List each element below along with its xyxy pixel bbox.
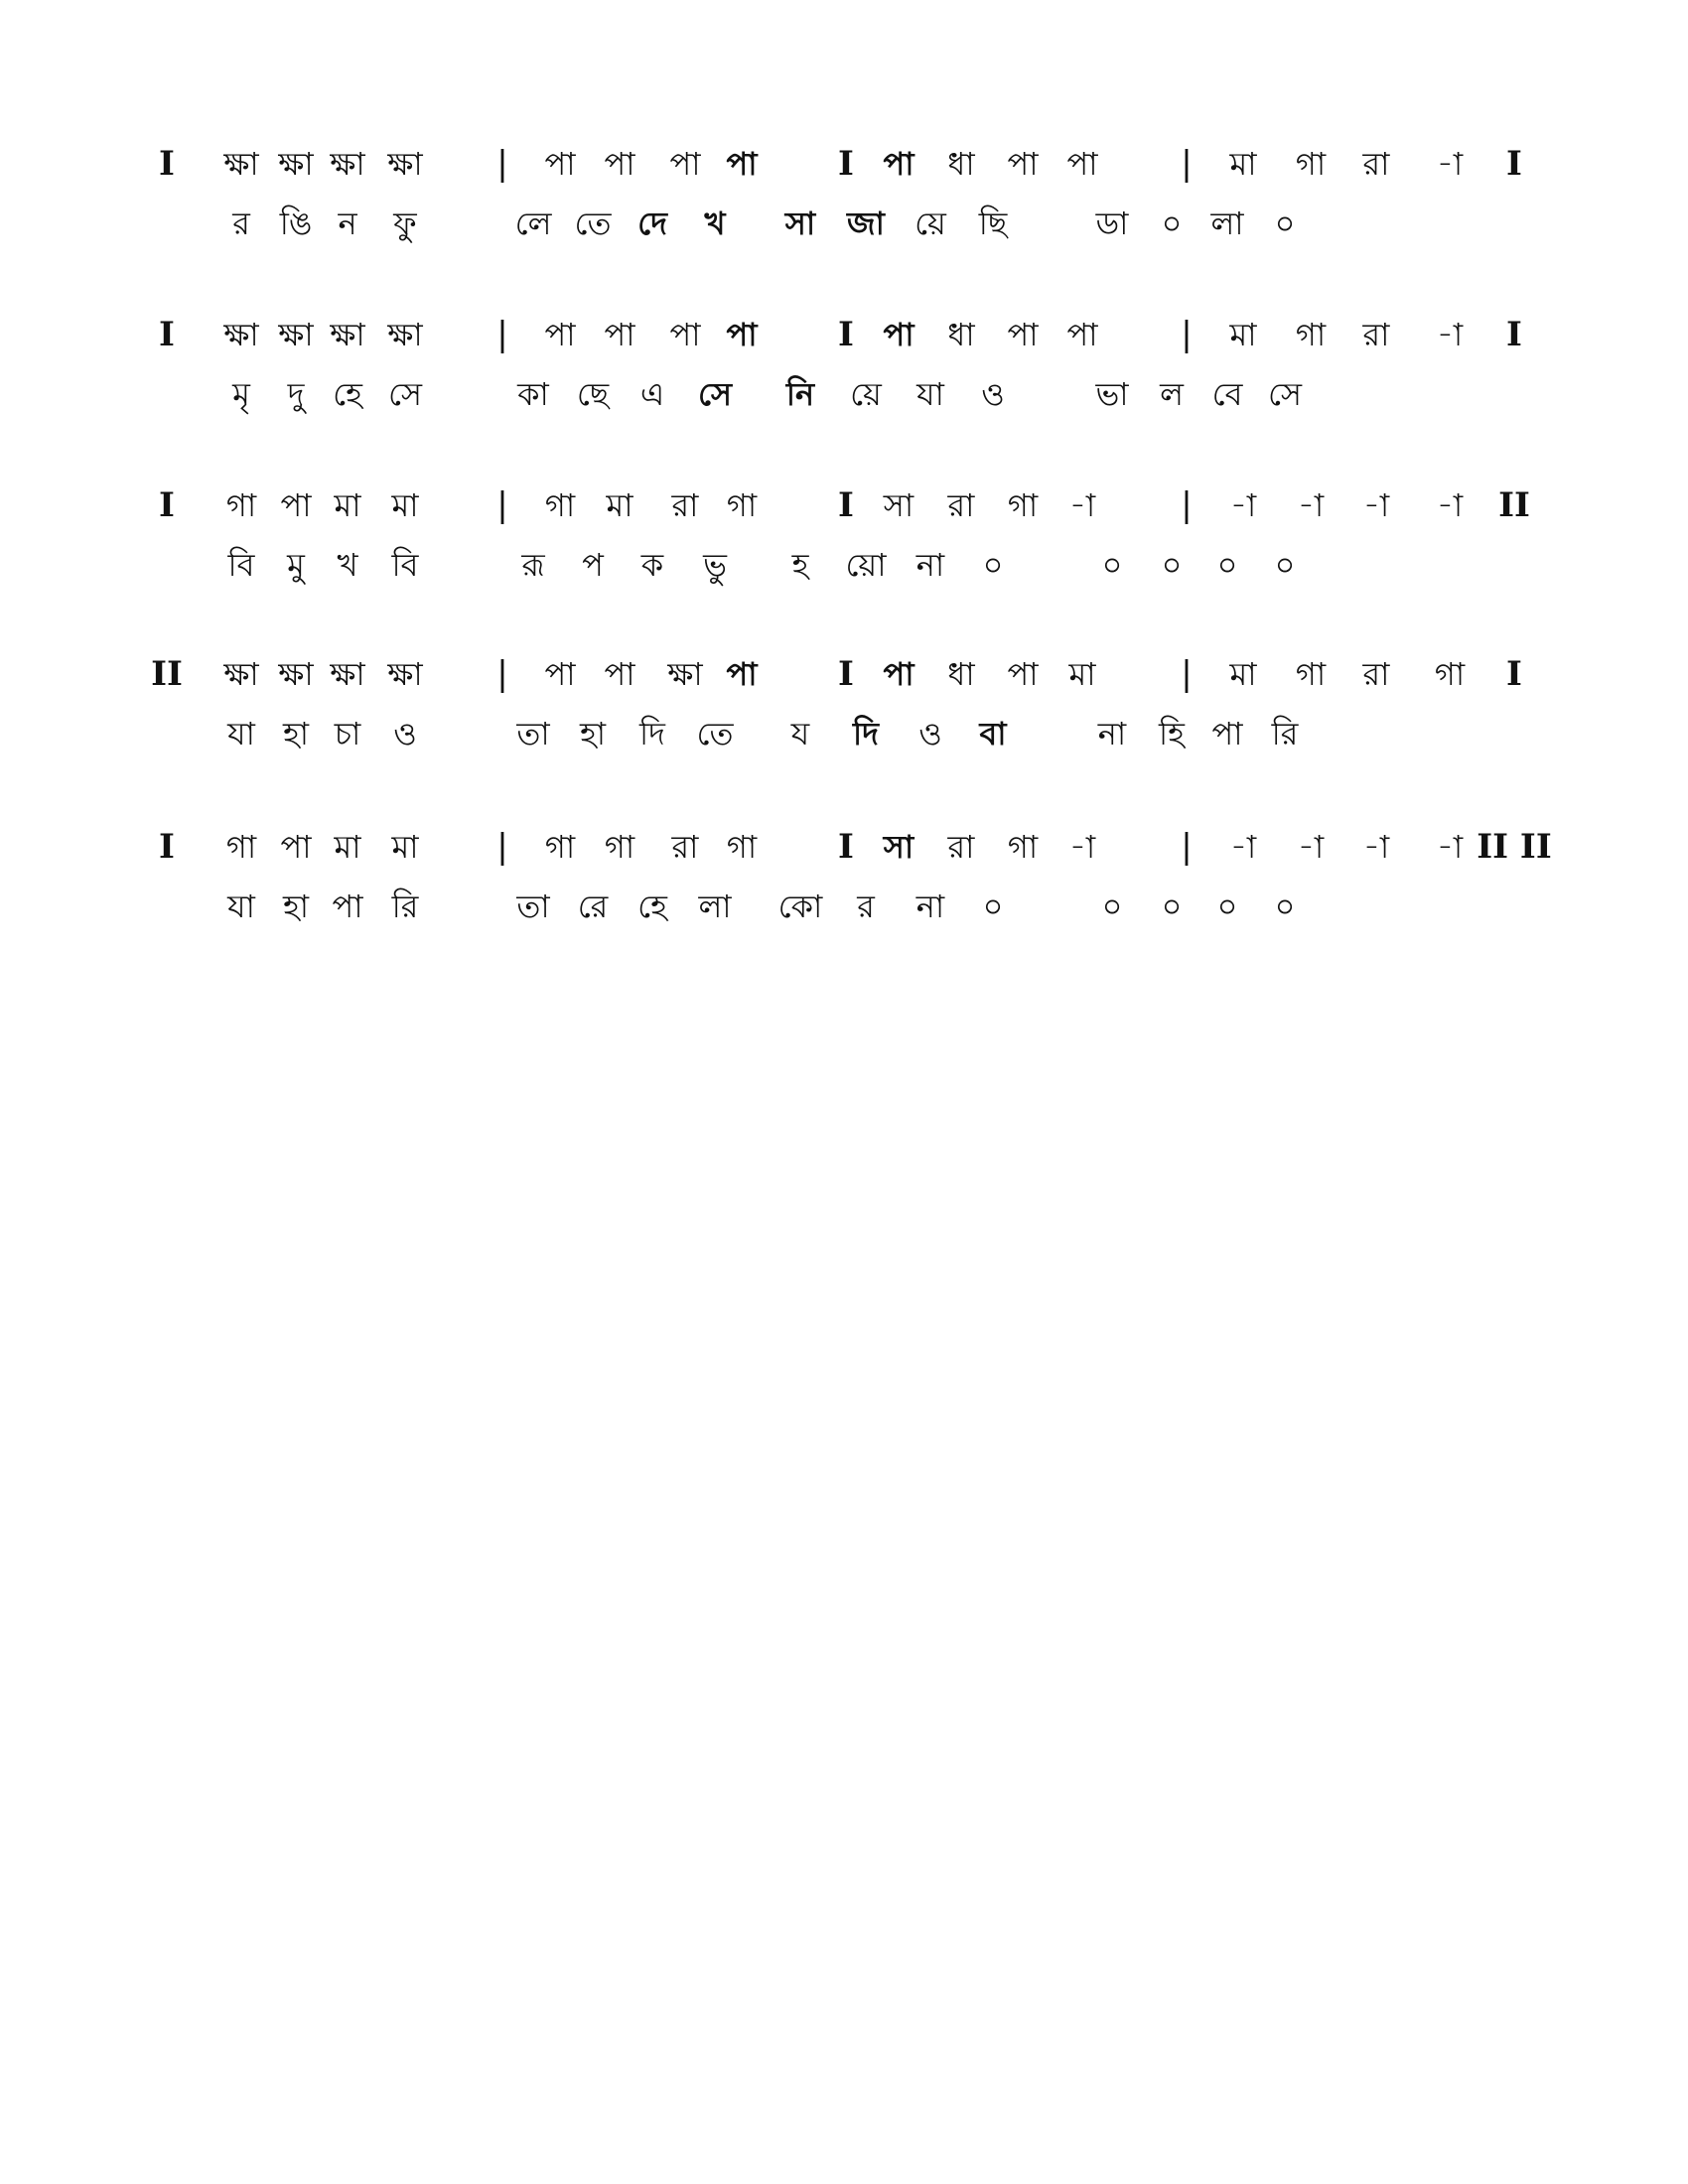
- bar-line: I: [159, 485, 175, 525]
- swara-note: ক্ষা: [278, 145, 314, 183]
- beat-divider: |: [496, 315, 508, 354]
- swara-note: পা: [280, 486, 312, 524]
- lyric-syllable: তে: [696, 715, 734, 752]
- bar-line: II: [151, 654, 183, 694]
- swara-note: পা: [280, 828, 312, 866]
- lyric-line: [0, 880, 1688, 933]
- swara-note: -া: [1436, 828, 1464, 866]
- swara-note: পা: [604, 145, 635, 183]
- swara-note: -া: [1229, 828, 1257, 866]
- lyric-syllable: মৃ: [232, 375, 250, 413]
- swara-note: পা: [1007, 655, 1039, 693]
- lyric-line: [0, 707, 1688, 760]
- lyric-syllable: সে: [387, 375, 423, 413]
- swara-note: রা: [671, 486, 699, 524]
- swara-note: পা: [1007, 145, 1039, 183]
- swara-note: -া: [1436, 145, 1464, 183]
- lyric-syllable: বা: [979, 715, 1007, 752]
- lyric-syllable: লা: [698, 887, 732, 925]
- lyric-syllable: ডা: [1095, 205, 1129, 242]
- swara-note: ক্ষা: [223, 145, 259, 183]
- lyric-syllable: ও: [981, 375, 1005, 413]
- swara-note: গা: [726, 828, 758, 866]
- rest-syllable: ০: [1216, 887, 1238, 925]
- swara-note: -া: [1229, 486, 1257, 524]
- swara-note: পা: [669, 316, 701, 353]
- swara-note: ক্ষা: [278, 655, 314, 693]
- lyric-syllable: কো: [777, 887, 823, 925]
- lyric-syllable: দি: [639, 715, 665, 752]
- swara-note: পা: [726, 316, 758, 353]
- swara-note: ধা: [947, 655, 975, 693]
- beat-divider: |: [496, 827, 508, 867]
- swara-note: ধা: [947, 145, 975, 183]
- rest-syllable: ০: [1274, 546, 1296, 584]
- swara-note: গা: [225, 486, 257, 524]
- lyric-line: [0, 538, 1688, 592]
- lyric-syllable: ফু: [393, 205, 417, 242]
- swara-note: পা: [604, 655, 635, 693]
- swara-note: পা: [544, 145, 576, 183]
- bar-line: I: [838, 654, 854, 694]
- swara-note: -া: [1297, 486, 1325, 524]
- lyric-syllable: দু: [287, 375, 305, 413]
- swara-note: গা: [225, 828, 257, 866]
- lyric-syllable: রে: [577, 887, 609, 925]
- swara-note: ক্ষা: [387, 316, 423, 353]
- lyric-syllable: ও: [393, 715, 417, 752]
- swara-note: সা: [883, 486, 914, 524]
- swara-note: রা: [1362, 316, 1390, 353]
- swara-note: ক্ষা: [278, 316, 314, 353]
- swara-note: গা: [1295, 655, 1327, 693]
- bar-line: I: [838, 485, 854, 525]
- swara-line: [0, 137, 1688, 191]
- lyric-syllable: মু: [287, 546, 305, 584]
- lyric-syllable: তা: [516, 887, 550, 925]
- swara-note: -া: [1362, 486, 1390, 524]
- lyric-syllable: পা: [332, 887, 363, 925]
- lyric-syllable: ভা: [1095, 375, 1129, 413]
- lyric-syllable: এ: [639, 375, 665, 413]
- beat-divider: |: [1181, 654, 1193, 694]
- swara-note: গা: [726, 486, 758, 524]
- bar-line: I: [1506, 144, 1522, 184]
- rest-syllable: ০: [1274, 887, 1296, 925]
- lyric-syllable: সে: [1267, 375, 1303, 413]
- swara-note: রা: [947, 486, 975, 524]
- swara-note: পা: [883, 145, 914, 183]
- swara-note: মা: [1068, 655, 1096, 693]
- swara-note: রা: [947, 828, 975, 866]
- swara-note: -া: [1068, 486, 1096, 524]
- rest-syllable: ০: [1216, 546, 1238, 584]
- swara-note: পা: [544, 655, 576, 693]
- swara-note: সা: [883, 828, 914, 866]
- swara-note: ক্ষা: [330, 145, 365, 183]
- lyric-syllable: ছি: [978, 205, 1008, 242]
- lyric-syllable: হে: [333, 375, 362, 413]
- lyric-syllable: দি: [853, 715, 879, 752]
- swara-note: ক্ষা: [330, 655, 365, 693]
- lyric-syllable: রি: [1271, 715, 1299, 752]
- swara-note: গা: [1434, 655, 1466, 693]
- beat-divider: |: [1181, 485, 1193, 525]
- lyric-syllable: হা: [282, 715, 310, 752]
- lyric-syllable: ন: [338, 205, 357, 242]
- lyric-syllable: লে: [514, 205, 552, 242]
- swara-line: [0, 478, 1688, 532]
- lyric-syllable: ও: [918, 715, 942, 752]
- lyric-syllable: যা: [227, 715, 255, 752]
- lyric-syllable: ভু: [703, 546, 727, 584]
- lyric-syllable: বে: [1211, 375, 1243, 413]
- swara-note: পা: [669, 145, 701, 183]
- swara-note: -া: [1068, 828, 1096, 866]
- bar-line: I: [159, 315, 175, 354]
- lyric-syllable: চা: [334, 715, 361, 752]
- rest-syllable: ০: [1101, 546, 1123, 584]
- swara-note: মা: [334, 828, 361, 866]
- lyric-syllable: হে: [637, 887, 667, 925]
- swara-note: মা: [1229, 655, 1257, 693]
- rest-syllable: ০: [982, 887, 1004, 925]
- bar-line: I: [1506, 315, 1522, 354]
- swara-note: গা: [1295, 145, 1327, 183]
- bar-line: I: [159, 827, 175, 867]
- swara-note: ক্ষা: [387, 655, 423, 693]
- swara-note: মা: [391, 486, 419, 524]
- beat-divider: |: [496, 654, 508, 694]
- swara-note: ক্ষা: [330, 316, 365, 353]
- lyric-syllable: সে: [697, 375, 733, 413]
- lyric-syllable: প: [582, 546, 604, 584]
- swara-note: ধা: [947, 316, 975, 353]
- swara-note: পা: [1007, 316, 1039, 353]
- swara-line: [0, 308, 1688, 361]
- swara-note: ক্ষা: [223, 655, 259, 693]
- swara-note: -া: [1362, 828, 1390, 866]
- swara-note: পা: [726, 655, 758, 693]
- swara-note: মা: [1229, 145, 1257, 183]
- swara-note: পা: [1066, 145, 1098, 183]
- lyric-syllable: কা: [517, 375, 549, 413]
- lyric-syllable: রূ: [521, 546, 545, 584]
- lyric-syllable: তে: [574, 205, 612, 242]
- lyric-syllable: হ: [791, 546, 809, 584]
- swara-note: গা: [1007, 828, 1039, 866]
- bar-line: I: [159, 144, 175, 184]
- lyric-syllable: রি: [391, 887, 419, 925]
- swara-note: ক্ষা: [667, 655, 703, 693]
- swara-note: গা: [604, 828, 635, 866]
- lyric-syllable: ল: [1160, 375, 1184, 413]
- swara-line: [0, 820, 1688, 874]
- swara-note: ক্ষা: [223, 316, 259, 353]
- swara-note: গা: [1007, 486, 1039, 524]
- lyric-syllable: র: [232, 205, 250, 242]
- lyric-syllable: দে: [637, 205, 667, 242]
- lyric-syllable: হা: [282, 887, 310, 925]
- bar-line: II: [1498, 485, 1530, 525]
- bar-line: I: [838, 827, 854, 867]
- lyric-syllable: বি: [227, 546, 255, 584]
- lyric-syllable: বি: [391, 546, 419, 584]
- swara-note: -া: [1436, 486, 1464, 524]
- beat-divider: |: [1181, 144, 1193, 184]
- lyric-line: [0, 367, 1688, 421]
- beat-divider: |: [1181, 315, 1193, 354]
- lyric-syllable: র: [857, 887, 875, 925]
- lyric-syllable: হা: [579, 715, 607, 752]
- lyric-syllable: যা: [227, 887, 255, 925]
- lyric-syllable: য়ে: [914, 205, 946, 242]
- swara-note: -া: [1297, 828, 1325, 866]
- swara-note: পা: [883, 655, 914, 693]
- swara-note: -া: [1436, 316, 1464, 353]
- swara-note: পা: [604, 316, 635, 353]
- bar-line: I: [838, 315, 854, 354]
- beat-divider: |: [496, 144, 508, 184]
- rest-syllable: ০: [1161, 205, 1183, 242]
- lyric-syllable: য়ো: [845, 546, 887, 584]
- lyric-syllable: না: [1097, 715, 1127, 752]
- swara-note: পা: [883, 316, 914, 353]
- lyric-syllable: হি: [1159, 715, 1185, 752]
- beat-divider: |: [496, 485, 508, 525]
- rest-syllable: ০: [1161, 546, 1183, 584]
- lyric-syllable: ঙি: [279, 205, 313, 242]
- rest-syllable: ০: [1101, 887, 1123, 925]
- swara-note: ক্ষা: [387, 145, 423, 183]
- lyric-syllable: য: [790, 715, 810, 752]
- lyric-line: [0, 197, 1688, 250]
- lyric-syllable: খ: [337, 546, 358, 584]
- swara-note: গা: [1295, 316, 1327, 353]
- lyric-syllable: ছে: [576, 375, 610, 413]
- lyric-syllable: জা: [847, 205, 885, 242]
- swara-note: গা: [544, 486, 576, 524]
- lyric-syllable: তা: [516, 715, 550, 752]
- bar-line: I: [1506, 654, 1522, 694]
- bar-line: II II: [1477, 827, 1552, 867]
- lyric-syllable: নি: [785, 375, 815, 413]
- rest-syllable: ০: [1161, 887, 1183, 925]
- swara-note: মা: [391, 828, 419, 866]
- lyric-syllable: না: [915, 546, 945, 584]
- lyric-syllable: সা: [784, 205, 816, 242]
- swara-note: মা: [334, 486, 361, 524]
- lyric-syllable: ক: [640, 546, 664, 584]
- swara-note: রা: [1362, 655, 1390, 693]
- lyric-syllable: পা: [1211, 715, 1243, 752]
- lyric-syllable: খ: [704, 205, 726, 242]
- lyric-syllable: লা: [1210, 205, 1244, 242]
- lyric-syllable: য়ে: [850, 375, 882, 413]
- swara-note: পা: [544, 316, 576, 353]
- swara-note: রা: [671, 828, 699, 866]
- rest-syllable: ০: [982, 546, 1004, 584]
- swara-note: মা: [1229, 316, 1257, 353]
- swara-note: পা: [726, 145, 758, 183]
- swara-note: মা: [606, 486, 633, 524]
- swara-note: গা: [544, 828, 576, 866]
- swara-note: রা: [1362, 145, 1390, 183]
- lyric-syllable: যা: [916, 375, 944, 413]
- swara-note: পা: [1066, 316, 1098, 353]
- swara-line: [0, 647, 1688, 701]
- lyric-syllable: না: [915, 887, 945, 925]
- bar-line: I: [838, 144, 854, 184]
- beat-divider: |: [1181, 827, 1193, 867]
- rest-syllable: ০: [1274, 205, 1296, 242]
